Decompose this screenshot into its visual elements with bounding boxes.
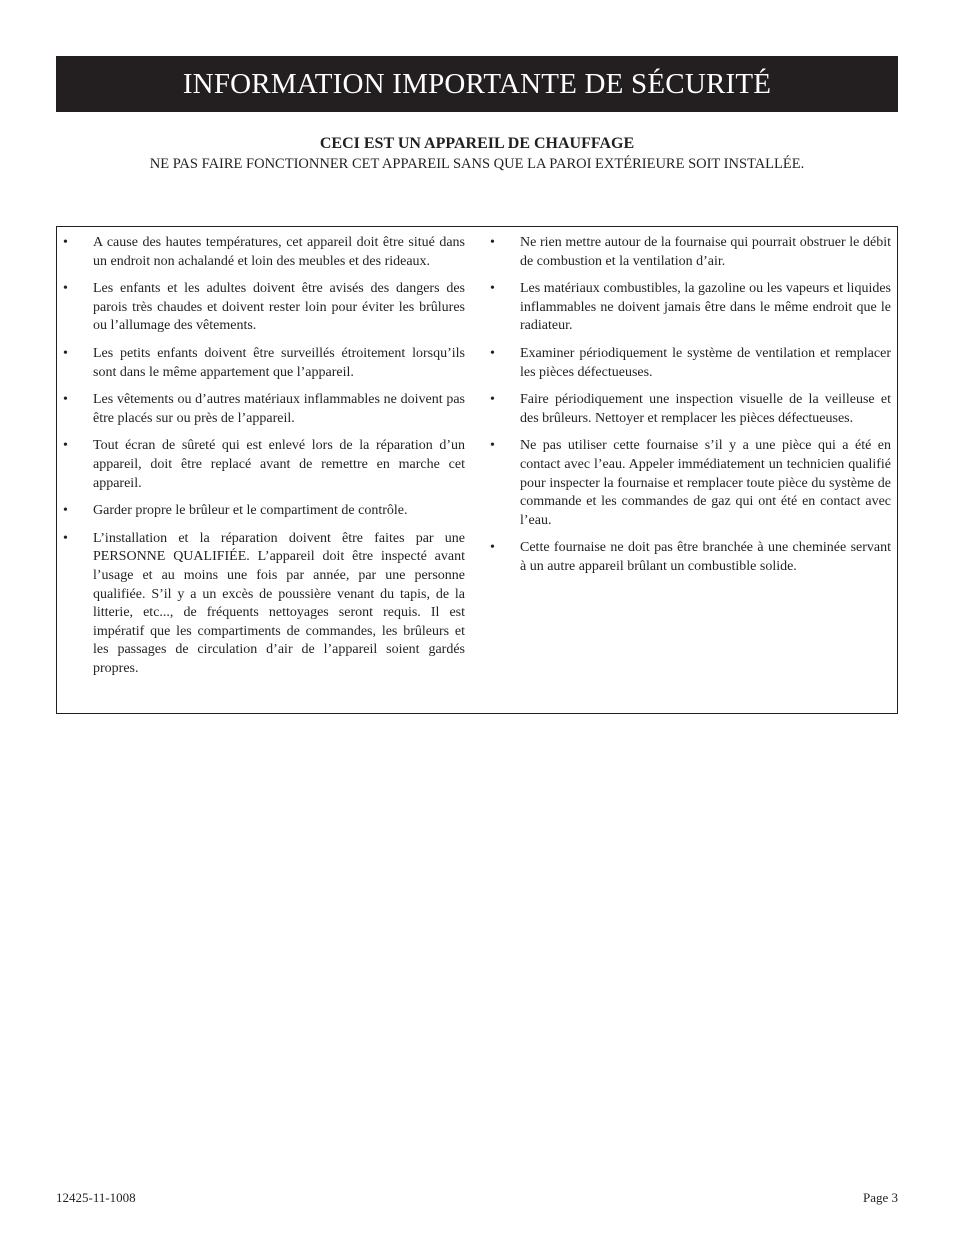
list-item-text: L’installation et la réparation doivent être faites par une PERSONNE QUALIFIÉE. L’appareil doit être inspecté avant l’usage et au moins une fois par année, par une personne qualifiée. S’il y a un excès de poussière venant du tapis, de la litterie, etc..., de fréquents nettoyages seront requis. Il est impératif que les compartiments de commandes, les brûleurs et les passages de circulation d’air de l’appareil soient gardés propres. xyxy=(93,530,465,676)
bullet-icon: • xyxy=(63,281,68,297)
page-number: Page 3 xyxy=(862,1190,898,1205)
bullet-icon: • xyxy=(490,392,495,408)
list-item-text: Cette fournaise ne doit pas être branchée à une cheminée servant à un autre appareil brûlant un combustible solide. xyxy=(520,540,891,574)
list-item-text: Ne pas utiliser cette fournaise s’il y a une pièce qui a été en contact avec l’eau. Appeler immédiatement un technicien qualifié pour inspecter la fournaise et remplacer toute pièce du système de commande et les commandes de gaz qui ont été en contact avec l’eau. xyxy=(520,438,891,528)
bullet-icon: • xyxy=(63,345,68,361)
list-item xyxy=(490,345,891,382)
list-item xyxy=(63,234,465,271)
list-item-text: Ne rien mettre autour de la fournaise qui pourrait obstruer le débit de combustion et la ventilation d’air. xyxy=(520,235,891,269)
list-item xyxy=(63,391,465,428)
bullet-icon: • xyxy=(63,392,68,408)
page-title: INFORMATION IMPORTANTE DE SÉCURITÉ xyxy=(182,67,772,100)
list-item-text: Les enfants et les adultes doivent être avisés des dangers des parois très chaudes et doivent rester loin pour éviter les brûlures ou l’allumage des vêtements. xyxy=(93,281,465,334)
document-number: 12425-11-1008 xyxy=(56,1190,136,1205)
list-item xyxy=(63,437,465,493)
list-item-text: Les vêtements ou d’autres matériaux inflammables ne doivent pas être placés sur ou près de l’appareil. xyxy=(93,392,465,426)
bullet-icon: • xyxy=(63,503,68,519)
list-item-text: Les matériaux combustibles, la gazoline ou les vapeurs et liquides inflammables ne doivent jamais être dans le même endroit que le radiateur. xyxy=(520,281,891,334)
section-heading: CECI EST UN APPAREIL DE CHAUFFAGE xyxy=(319,135,635,152)
left-column xyxy=(63,234,465,687)
list-item-text: Les petits enfants doivent être surveillés étroitement lorsqu’ils sont dans le même appartement que l’appareil. xyxy=(93,345,465,380)
list-item xyxy=(63,530,465,679)
list-item xyxy=(490,280,891,336)
bullet-icon: • xyxy=(63,530,68,546)
list-item xyxy=(63,502,465,521)
bullet-icon: • xyxy=(63,438,68,454)
bullet-icon: • xyxy=(490,540,495,556)
list-item-text: Garder propre le brûleur et le compartiment de contrôle. xyxy=(93,503,408,519)
list-item-text: Faire périodiquement une inspection visuelle de la veilleuse et des brûleurs. Nettoyer et remplacer les pièces défectueuses. xyxy=(520,392,891,426)
list-item xyxy=(63,280,465,336)
bullet-icon: • xyxy=(490,438,495,454)
list-item xyxy=(63,345,465,382)
list-item xyxy=(490,234,891,271)
bullet-icon: • xyxy=(490,235,495,250)
list-item xyxy=(490,391,891,428)
bullet-icon: • xyxy=(490,281,495,297)
bullet-icon: • xyxy=(63,235,68,250)
list-item xyxy=(490,437,891,530)
right-column xyxy=(490,234,891,586)
list-item-text: Examiner périodiquement le système de ventilation et remplacer les pièces défectueuses. xyxy=(520,345,891,380)
bullet-icon: • xyxy=(490,345,495,361)
list-item-text: Tout écran de sûreté qui est enlevé lors de la réparation d’un appareil, doit être replacé avant de remettre en marche cet appareil. xyxy=(93,438,465,491)
safety-box xyxy=(56,226,898,714)
list-item xyxy=(490,539,891,576)
warning-subheading: NE PAS FAIRE FONCTIONNER CET APPAREIL SANS QUE LA PAROI EXTÉRIEURE SOIT INSTALLÉE. xyxy=(149,156,805,172)
list-item-text: A cause des hautes températures, cet appareil doit être situé dans un endroit non achalandé et loin des meubles et des rideaux. xyxy=(93,235,465,269)
title-banner xyxy=(56,56,898,112)
